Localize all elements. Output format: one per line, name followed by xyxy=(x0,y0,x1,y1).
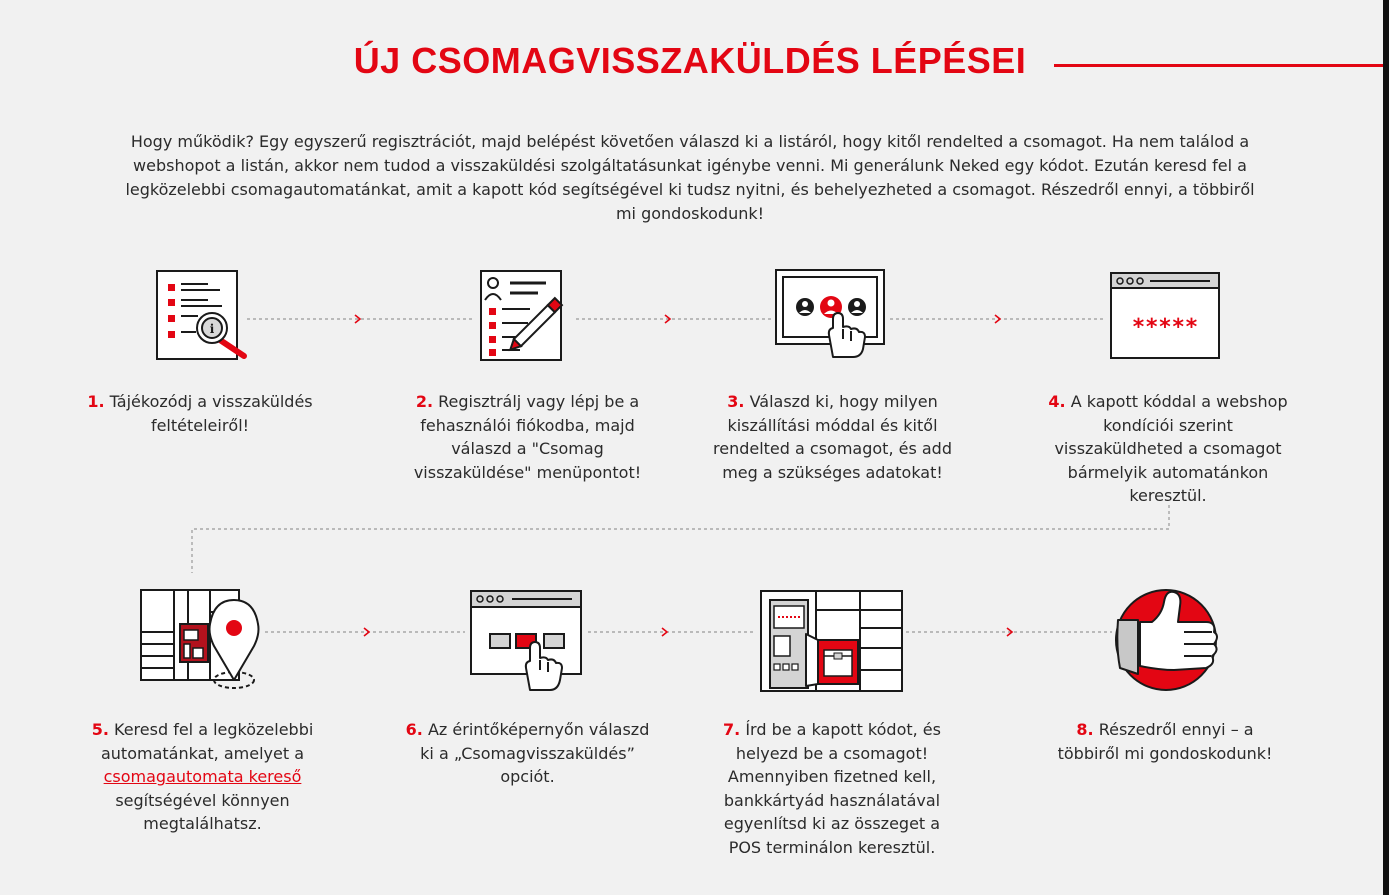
form-pencil-icon xyxy=(480,270,576,362)
step-number: 2. xyxy=(415,392,434,411)
step-number: 6. xyxy=(405,720,423,739)
step-3 xyxy=(705,390,960,484)
step-text: Regisztrálj vagy lépj be a fehasználói fiókodba, majd válaszd a "Csomag visszaküldése" menüpontot! xyxy=(413,392,642,482)
step-number: 3. xyxy=(727,392,745,411)
step-number: 4. xyxy=(1048,392,1066,411)
step-number: 1. xyxy=(87,392,105,411)
step-number: 7. xyxy=(723,720,741,739)
row-connector xyxy=(190,505,1172,575)
connector-6-7 xyxy=(588,626,756,638)
step-4 xyxy=(1038,390,1298,508)
step-text: Az érintőképernyőn válaszd ki a „Csomagvisszaküldés” opciót. xyxy=(420,720,650,786)
screen-select-user-icon xyxy=(775,269,887,361)
step-5 xyxy=(85,718,320,836)
step-text: A kapott kóddal a webshop kondíciói szerint visszaküldheted a csomagot bármelyik automatánkon keresztül. xyxy=(1054,392,1288,505)
svg-text:i: i xyxy=(209,322,215,336)
step-1 xyxy=(80,390,320,437)
step-6 xyxy=(400,718,655,789)
page-title: ÚJ CSOMAGVISSZAKÜLDÉS LÉPÉSEI xyxy=(353,40,1027,81)
step-text: Írd be a kapott kódot, és helyezd be a csomagot! Amennyiben fizetned kell, bankkártyád használatával egyenlítsd ki az összeget a POS terminálon keresztül. xyxy=(723,720,941,857)
connector-2-3 xyxy=(576,313,773,325)
step-number: 5. xyxy=(91,720,109,739)
step-text: Tájékozódj a visszaküldés feltételeiről! xyxy=(109,392,313,435)
step-2 xyxy=(400,390,655,484)
connector-3-4 xyxy=(890,313,1105,325)
touchscreen-button-icon xyxy=(470,590,586,692)
locker-package-icon xyxy=(760,590,905,694)
connector-5-6 xyxy=(265,626,465,638)
step-number: 8. xyxy=(1076,720,1094,739)
step-text: Részedről ennyi – a többiről mi gondoskodunk! xyxy=(1057,720,1273,763)
step-text: segítségével könnyen megtalálhatsz. xyxy=(115,790,290,833)
step-text: Keresd fel a legközelebbi automatánkat, amelyet a xyxy=(100,720,314,763)
password-mask-text: ***** xyxy=(1131,315,1199,340)
connector-1-2 xyxy=(247,313,472,325)
step-text: Válaszd ki, hogy milyen kiszállítási móddal és kitől rendelted a csomagot, és add meg a szükséges adatokat! xyxy=(713,392,952,482)
step-7 xyxy=(712,718,952,859)
connector-7-8 xyxy=(906,626,1112,638)
title-underline xyxy=(1054,64,1383,67)
step-8 xyxy=(1045,718,1285,765)
right-edge-bar xyxy=(1383,0,1389,895)
locker-finder-link[interactable]: csomagautomata kereső xyxy=(103,767,302,786)
document-magnifier-icon xyxy=(156,270,252,362)
browser-password-icon xyxy=(1110,272,1222,360)
locker-location-pin-icon xyxy=(140,582,266,694)
thumbs-up-icon xyxy=(1114,588,1220,694)
intro-paragraph: Hogy működik? Egy egyszerű regisztrációt, majd belépést követően válaszd ki a listáról, hogy kitől rendelted a csomagot. Ha nem találod a webshopot a listán, akkor nem tudod a visszaküldési szolgáltatásunkat igénybe venni. Mi generálunk Neked egy kódot. Ezután keresd fel a legközelebbi csomagautomatánkat, amit a kapott kód segítségével ki tudsz nyitni, és behelyezheted a csomagot. Részedről ennyi, a többiről mi gondoskodunk! xyxy=(125,132,1255,223)
